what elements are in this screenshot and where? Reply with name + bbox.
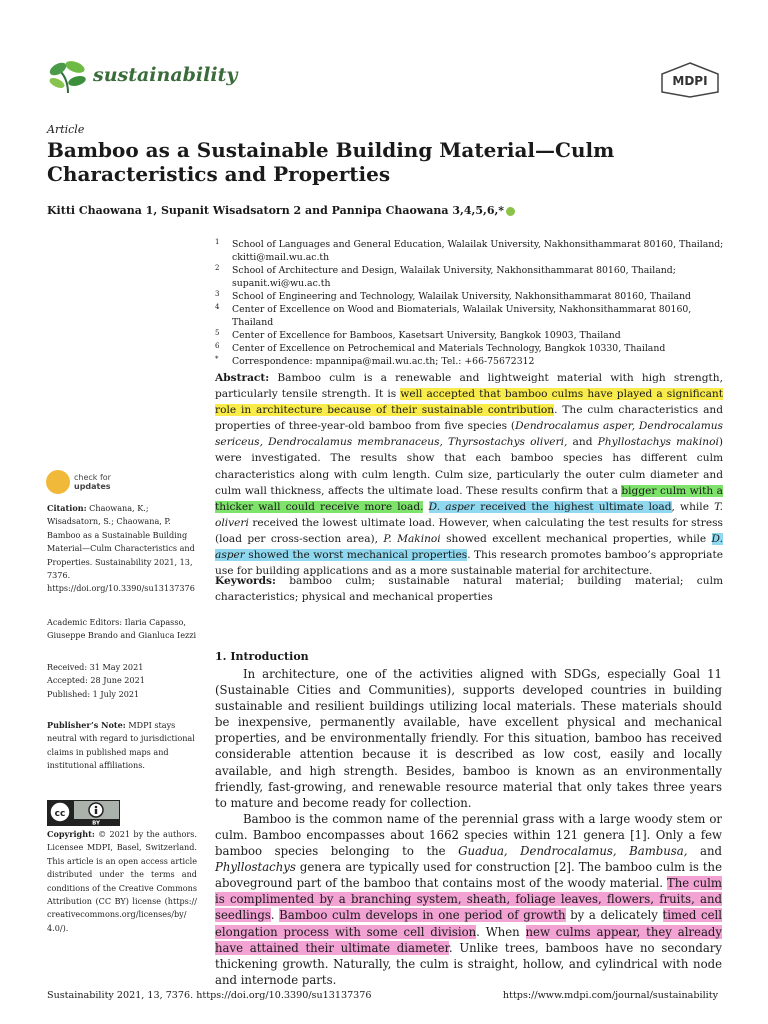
affiliation-item <box>215 264 725 290</box>
check-updates-icon <box>46 470 70 494</box>
citation-label: Citation: <box>47 503 87 513</box>
svg-text:cc: cc <box>54 809 66 819</box>
paragraph <box>215 811 722 988</box>
citation-text: Chaowana, K.; Wisadsatorn, S.; Chaowana, P. Bamboo as a Sustainable Building Material—Culm Characteristics and Properties. Sustainability 2021, 13, 7376. https://doi.org/10.3390/su13137376 <box>47 503 195 594</box>
highlighted-text: D. asper <box>428 500 476 513</box>
copyright-block <box>47 828 197 935</box>
accepted-date: Accepted: 28 June 2021 <box>47 675 145 686</box>
paper-title: Bamboo as a Sustainable Building Material—Culm Characteristics and Properties <box>47 138 615 186</box>
affiliation-number: 1 <box>215 238 220 246</box>
abstract-body <box>215 372 723 577</box>
text-run: by a delicately <box>565 908 663 923</box>
highlighted-text: received the highest ultimate load <box>475 500 672 513</box>
text-run: and <box>567 436 598 449</box>
text-run: Phyllostachys makinoi <box>597 436 719 449</box>
authors-text: Kitti Chaowana 1, Supanit Wisadsatorn 2 and Pannipa Chaowana 3,4,5,6,* <box>47 204 505 217</box>
dates-block <box>47 661 197 701</box>
cc-by-text: BY <box>92 820 100 826</box>
text-run: Dendrocalamus asper, Dendrocalamus sericeus, Dendrocalamus membranaceus, Thyrsostachys oliveri, <box>215 420 723 449</box>
highlighted-text: D. asper <box>215 532 723 562</box>
abstract <box>215 370 723 579</box>
journal-name: sustainability <box>93 64 238 86</box>
keywords <box>215 573 723 605</box>
copyright-text: © 2021 by the authors. Licensee MDPI, Basel, Switzerland. This article is an open access article distributed under the terms and conditions of the Creative Commons Attribution (CC BY) license (https:// creativecommons.org/licenses/by/ 4.0/). <box>47 829 197 933</box>
affiliation-text: School of Languages and General Education, Walailak University, Nakhonsithammarat 80160, Thailand; ckitti@mail.wu.ac.th <box>232 239 724 263</box>
affiliation-item <box>215 329 725 342</box>
text-run: genera are typically used for construction [2]. The bamboo culm is the aboveground part of the bamboo that contains most of the woody material. <box>215 860 722 891</box>
section-heading: 1. Introduction <box>215 650 309 663</box>
affiliation-text: Center of Excellence on Petrochemical and Materials Technology, Bangkok 10330, Thailand <box>232 343 666 354</box>
text-run: P. Makinoi <box>383 532 441 545</box>
text-run <box>423 501 428 513</box>
affiliation-text: School of Engineering and Technology, Walailak University, Nakhonsithammarat 80160, Thailand <box>232 291 692 302</box>
affiliation-number: * <box>215 355 219 363</box>
text-run: and <box>687 844 723 859</box>
check-line1: check for <box>74 473 111 482</box>
highlighted-text: The culm is complimented by a branching system, sheath, foliage leaves, flowers, fruits, and seedlings <box>215 876 722 923</box>
publisher-note <box>47 719 197 773</box>
text-run: . The culm characteristics and properties of three-year-old bamboo from five species ( <box>215 404 723 433</box>
highlighted-text: Bamboo culm develops in one period of growth <box>279 908 566 923</box>
affiliation-item <box>215 303 725 329</box>
text-run: Bamboo is the common name of the perennial grass with a large woody stem or culm. Bamboo encompasses about 1662 species within 121 genera [1]. Only a few bamboo species belonging to the <box>215 811 722 859</box>
text-run: Phyllostachys <box>215 860 296 875</box>
highlighted-text: well accepted that bamboo culms have played a significant role in architecture because of their sustainable contribution <box>215 388 724 417</box>
text-run: T. oliveri <box>215 500 723 529</box>
orcid-icon[interactable] <box>506 207 515 216</box>
text-run: . Unlike trees, bamboos have no secondary thickening growth. Naturally, the culm is straight, hollow, and cylindrical with node and internode parts. <box>215 940 722 987</box>
publisher-note-label: Publisher’s Note: <box>47 720 126 730</box>
text-run: received the lowest ultimate load. However, when calculating the test results for stress (load per cross-section area), <box>215 516 723 545</box>
cc-by-license-icon[interactable] <box>47 800 120 826</box>
highlighted-text: showed the worst mechanical properties <box>244 549 468 562</box>
footer-citation: Sustainability 2021, 13, 7376. https://doi.org/10.3390/su13137376 <box>47 990 372 1001</box>
affiliation-item <box>215 355 725 368</box>
received-date: Received: 31 May 2021 <box>47 662 144 672</box>
abstract-label: Abstract: <box>215 372 270 384</box>
affiliation-text: Center of Excellence on Wood and Biomaterials, Walailak University, Nakhonsithammarat 80160, Thailand <box>232 304 692 328</box>
text-run: . This research promotes bamboo’s appropriate use for building applications and as a more sustainable material for architecture. <box>215 549 723 578</box>
text-run: Guadua, Dendrocalamus, Bambusa, <box>458 844 688 859</box>
affiliation-number: 4 <box>215 303 220 311</box>
affiliation-number: 2 <box>215 264 220 272</box>
publisher-name: MDPI <box>672 74 708 88</box>
affiliation-text: Correspondence: mpannipa@mail.wu.ac.th; Tel.: +66-75672312 <box>232 356 535 367</box>
text-run: , while <box>671 500 715 513</box>
affiliation-number: 5 <box>215 329 220 337</box>
affiliation-list <box>215 238 725 368</box>
affiliation-number: 6 <box>215 342 220 350</box>
citation-block <box>47 502 197 596</box>
affiliation-text: Center of Excellence for Bamboos, Kasetsart University, Bangkok 10903, Thailand <box>232 330 621 341</box>
journal-logo-icon <box>46 57 90 97</box>
mdpi-logo-icon <box>660 62 720 98</box>
check-line2: updates <box>74 482 111 491</box>
highlighted-text: new culms appear, they already have attained their ultimate diameter <box>215 924 722 955</box>
copyright-label: Copyright: <box>47 829 95 839</box>
check-for-updates-badge[interactable] <box>46 470 166 496</box>
academic-editors: Academic Editors: Ilaria Capasso, Giuseppe Brando and Gianluca Iezzi <box>47 617 197 641</box>
affiliation-item <box>215 290 725 303</box>
text-run: . When <box>476 924 526 939</box>
text-run: Bamboo culm is a renewable and lightweight material with high strength, particularly tensile strength. It is <box>215 372 723 401</box>
text-run: ) were investigated. The results show that each bamboo species has different culm characteristics along with culm length. Culm size, particularly the outer culm diameter and culm wall thickness, affects the ultimate load. These results confirm that a <box>215 436 724 497</box>
author-list <box>47 204 515 217</box>
affiliation-text: School of Architecture and Design, Walailak University, Nakhonsithammarat 80160, Thailand; supanit.wi@wu.ac.th <box>232 265 676 289</box>
highlighted-text: bigger culm with a thicker wall could receive more load. <box>215 484 723 513</box>
article-type: Article <box>47 123 85 136</box>
affiliation-item <box>215 238 725 264</box>
keywords-label: Keywords: <box>215 575 276 587</box>
highlighted-text: timed cell elongation process with some cell division <box>215 908 722 939</box>
affiliation-number: 3 <box>215 290 220 298</box>
keywords-text: bamboo culm; sustainable natural material; building material; culm characteristics; physical and mechanical properties <box>215 575 723 603</box>
introduction-body <box>215 666 722 988</box>
text-run: showed excellent mechanical properties, while <box>440 532 712 545</box>
published-date: Published: 1 July 2021 <box>47 688 140 699</box>
text-run: . <box>270 908 280 923</box>
text-run: In architecture, one of the activities aligned with SDGs, especially Goal 11 (Sustainable Cities and Communities), supports developed countries in building sustainable and resilient buildings utilizing local materials. These materials should be inexpensive, permanently available, have excellent physical and mechanical properties, and be environmentally friendly. For this situation, bamboo has received considerable attention because it is described as low cost, easily and locally available, and high strength. Besides, bamboo is known as an environmentally friendly, fast-growing, and renewable resource material that only takes three years to mature and become ready for collection. <box>215 667 722 810</box>
affiliation-item <box>215 342 725 355</box>
publisher-note-text: MDPI stays neutral with regard to jurisdictional claims in published maps and institutional affiliations. <box>47 720 195 771</box>
paragraph <box>215 666 722 811</box>
footer-journal-url[interactable]: https://www.mdpi.com/journal/sustainability <box>502 990 718 1001</box>
